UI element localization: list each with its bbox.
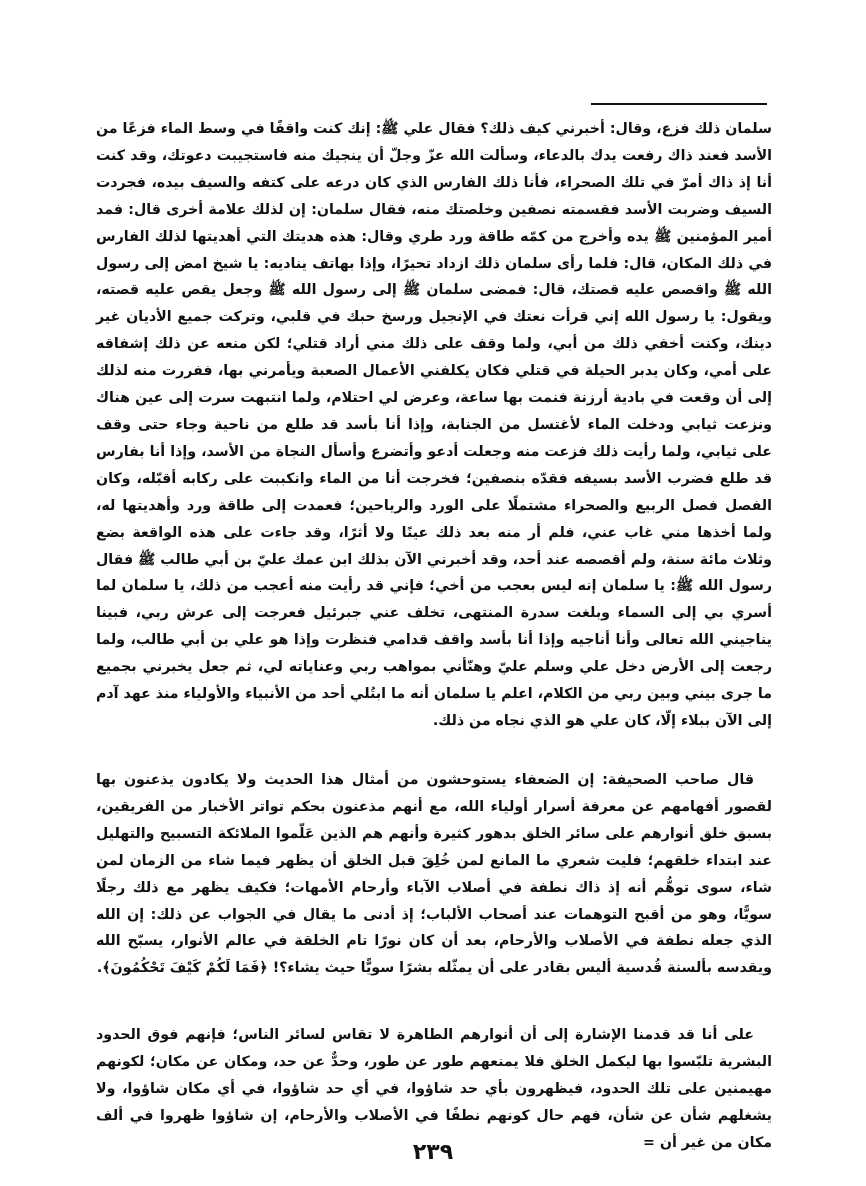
paragraph-2: قال صاحب الصحيفة: إن الضعفاء يستوحشون من أمثال هذا الحديث ولا يكادون يذعنون بها لقصور أفهامهم عن معرفة أسرار أولياء الله، مع أنهم مذعنون بحكم تواتر الأخبار من الفريقين، بسبق خلق أنوارهم على سائر الخلق بدهور كثيرة وأنهم هم الذين عَلّموا الملائكة التسبيح والتهليل عند ابتداء خلقهم؛ فليت شعري ما المانع لمن خُلِقَ قبل الخلق أن يظهر فيما شاء من الزمان لمن شاء، سوى توهُّم أنه إذ ذاك نطفة في أصلاب الآباء وأرحام الأمهات؛ فكيف يظهر مع ذلك رجلًا سويًّا، وهو من أقبح التوهمات عند أصحاب الألباب؛ إذ أدنى ما يقال في الجواب عن ذلك: إن الله الذي جعله نطفة في الأصلاب والأرحام، بعد أن كان نورًا تام الخلقة في عالم الأنوار، يسبّح الله ويقدسه بألسنة قُدسية أليس بقادر على أن يمثّله بشرًا سويًّا حيث يشاء؟! ﴿فَمَا لَكُمْ كَيْفَ تَحْكُمُونَ﴾. — [96, 772, 772, 977]
top-divider — [591, 103, 767, 105]
page-number: ٢٣٩ — [412, 1140, 454, 1165]
text-block-1 — [96, 116, 772, 735]
paragraph-1: سلمان ذلك فزع، وقال: أخبرني كيف ذلك؟ فقال علي ﷺ: إنك كنت واقفًا في وسط الماء فزعًا من الأسد فعند ذاك رفعت يدك بالدعاء، وسألت الله عزّ وجلّ أن ينجيك منه فاستجيبت دعوتك، وقد كنت أنا إذ ذاك أمرّ في تلك الصحراء، فأنا ذلك الفارس الذي كان درعه على كتفه والسيف بيده، فجردت السيف وضربت الأسد فقسمته نصفين وخلصتك منه، فقال سلمان: إن لذلك علامة أخرى قال: فمد أمير المؤمنين ﷺ يده وأخرج من كمّه طاقة ورد طري وقال: هذه هديتك التي أهديتها لذلك الفارس في ذلك المكان، قال: فلما رأى سلمان ذلك ازداد تحيرًا، وإذا بهاتف يناديه: يا شيخ امض إلى رسول الله ﷺ واقصص عليه قصتك، قال: فمضى سلمان ﷺ إلى رسول الله ﷺ وجعل يقص عليه قصته، ويقول: يا رسول الله إني قرأت نعتك في الإنجيل ورسخ حبك في قلبي، وتركت جميع الأديان غير دينك، وكنت أخفي ذلك من أبي، ولما وقف على ذلك مني أراد قتلي؛ لكن منعه عن ذلك إشفاقه على أمي، وكان يدبر الحيلة في قتلي فكان يكلفني الأعمال الصعبة ويأمرني بها، ففررت منه لذلك إلى أن وقعت في بادية أرزنة فنمت بها ساعة، وعرض لي احتلام، ولما انتبهت سرت إلى عين هناك ونزعت ثيابي ودخلت الماء لأغتسل من الجنابة، وإذا أنا بأسد قد طلع من ناحية وجاء حتى وقف على ثيابي، ولما رأيت ذلك فزعت منه وجعلت أدعو وأتضرع وأسأل النجاة من الأسد، وإذا أنا بفارس قد طلع فضرب الأسد بسيفه فقدّه بنصفين؛ فخرجت أنا من الماء وانكببت على ركابه أقبّله، وكان الفصل فصل الربيع والصحراء مشتملًا على الورد والرياحين؛ فعمدت إلى طاقة ورد وأهديتها له، ولما أخذها مني غاب عني، فلم أر منه بعد ذلك عينًا ولا أثرًا، وقد جاءت على هذه الواقعة بضع وثلاث مائة سنة، ولم أقصصه عند أحد، وقد أخبرني الآن بذلك ابن عمك عليّ بن أبي طالب ﷺ فقال رسول الله ﷺ: يا سلمان إنه ليس بعجب من أخي؛ فإني قد رأيت منه أعجب من ذلك، يا سلمان لما أسري بي إلى السماء وبلغت سدرة المنتهى، تخلف عني جبرئيل فعرجت إلى عرش ربي، فبينا يناجيني الله تعالى وأنا أناجيه وإذا أنا بأسد واقف قدامي فنظرت وإذا هو علي بن أبي طالب، ولما رجعت إلى الأرض دخل علي وسلم عليّ وهنّأني بمواهب ربي وعناياته لي، ثم جعل يخبرني بجميع ما جرى بيني وبين ربي من الكلام، اعلم يا سلمان أنه ما ابتُلي أحد من الأنبياء والأولياء منذ عهد آدم إلى الآن ببلاء إلّا، كان علي هو الذي نجاه من ذلك. — [96, 121, 772, 729]
text-block-2 — [96, 767, 772, 982]
text-block-3 — [96, 1022, 772, 1157]
paragraph-3: على أنا قد قدمنا الإشارة إلى أن أنوارهم الطاهرة لا تقاس لسائر الناس؛ فإنهم فوق الحدود البشرية تلبّسوا بها ليكمل الخلق فلا يمنعهم طور عن طور، وحدٌّ عن حد، ومكان عن مكان؛ لكونهم مهيمنين على تلك الحدود، فيظهرون بأي حد شاؤوا، في أي حد شاؤوا، في أي مكان شاؤوا، ولا يشغلهم شأن عن شأن، فهم حال كونهم نطفًا في الأصلاب والأرحام، إن شاؤوا ظهروا في ألف مكان من غير أن = — [96, 1027, 772, 1151]
